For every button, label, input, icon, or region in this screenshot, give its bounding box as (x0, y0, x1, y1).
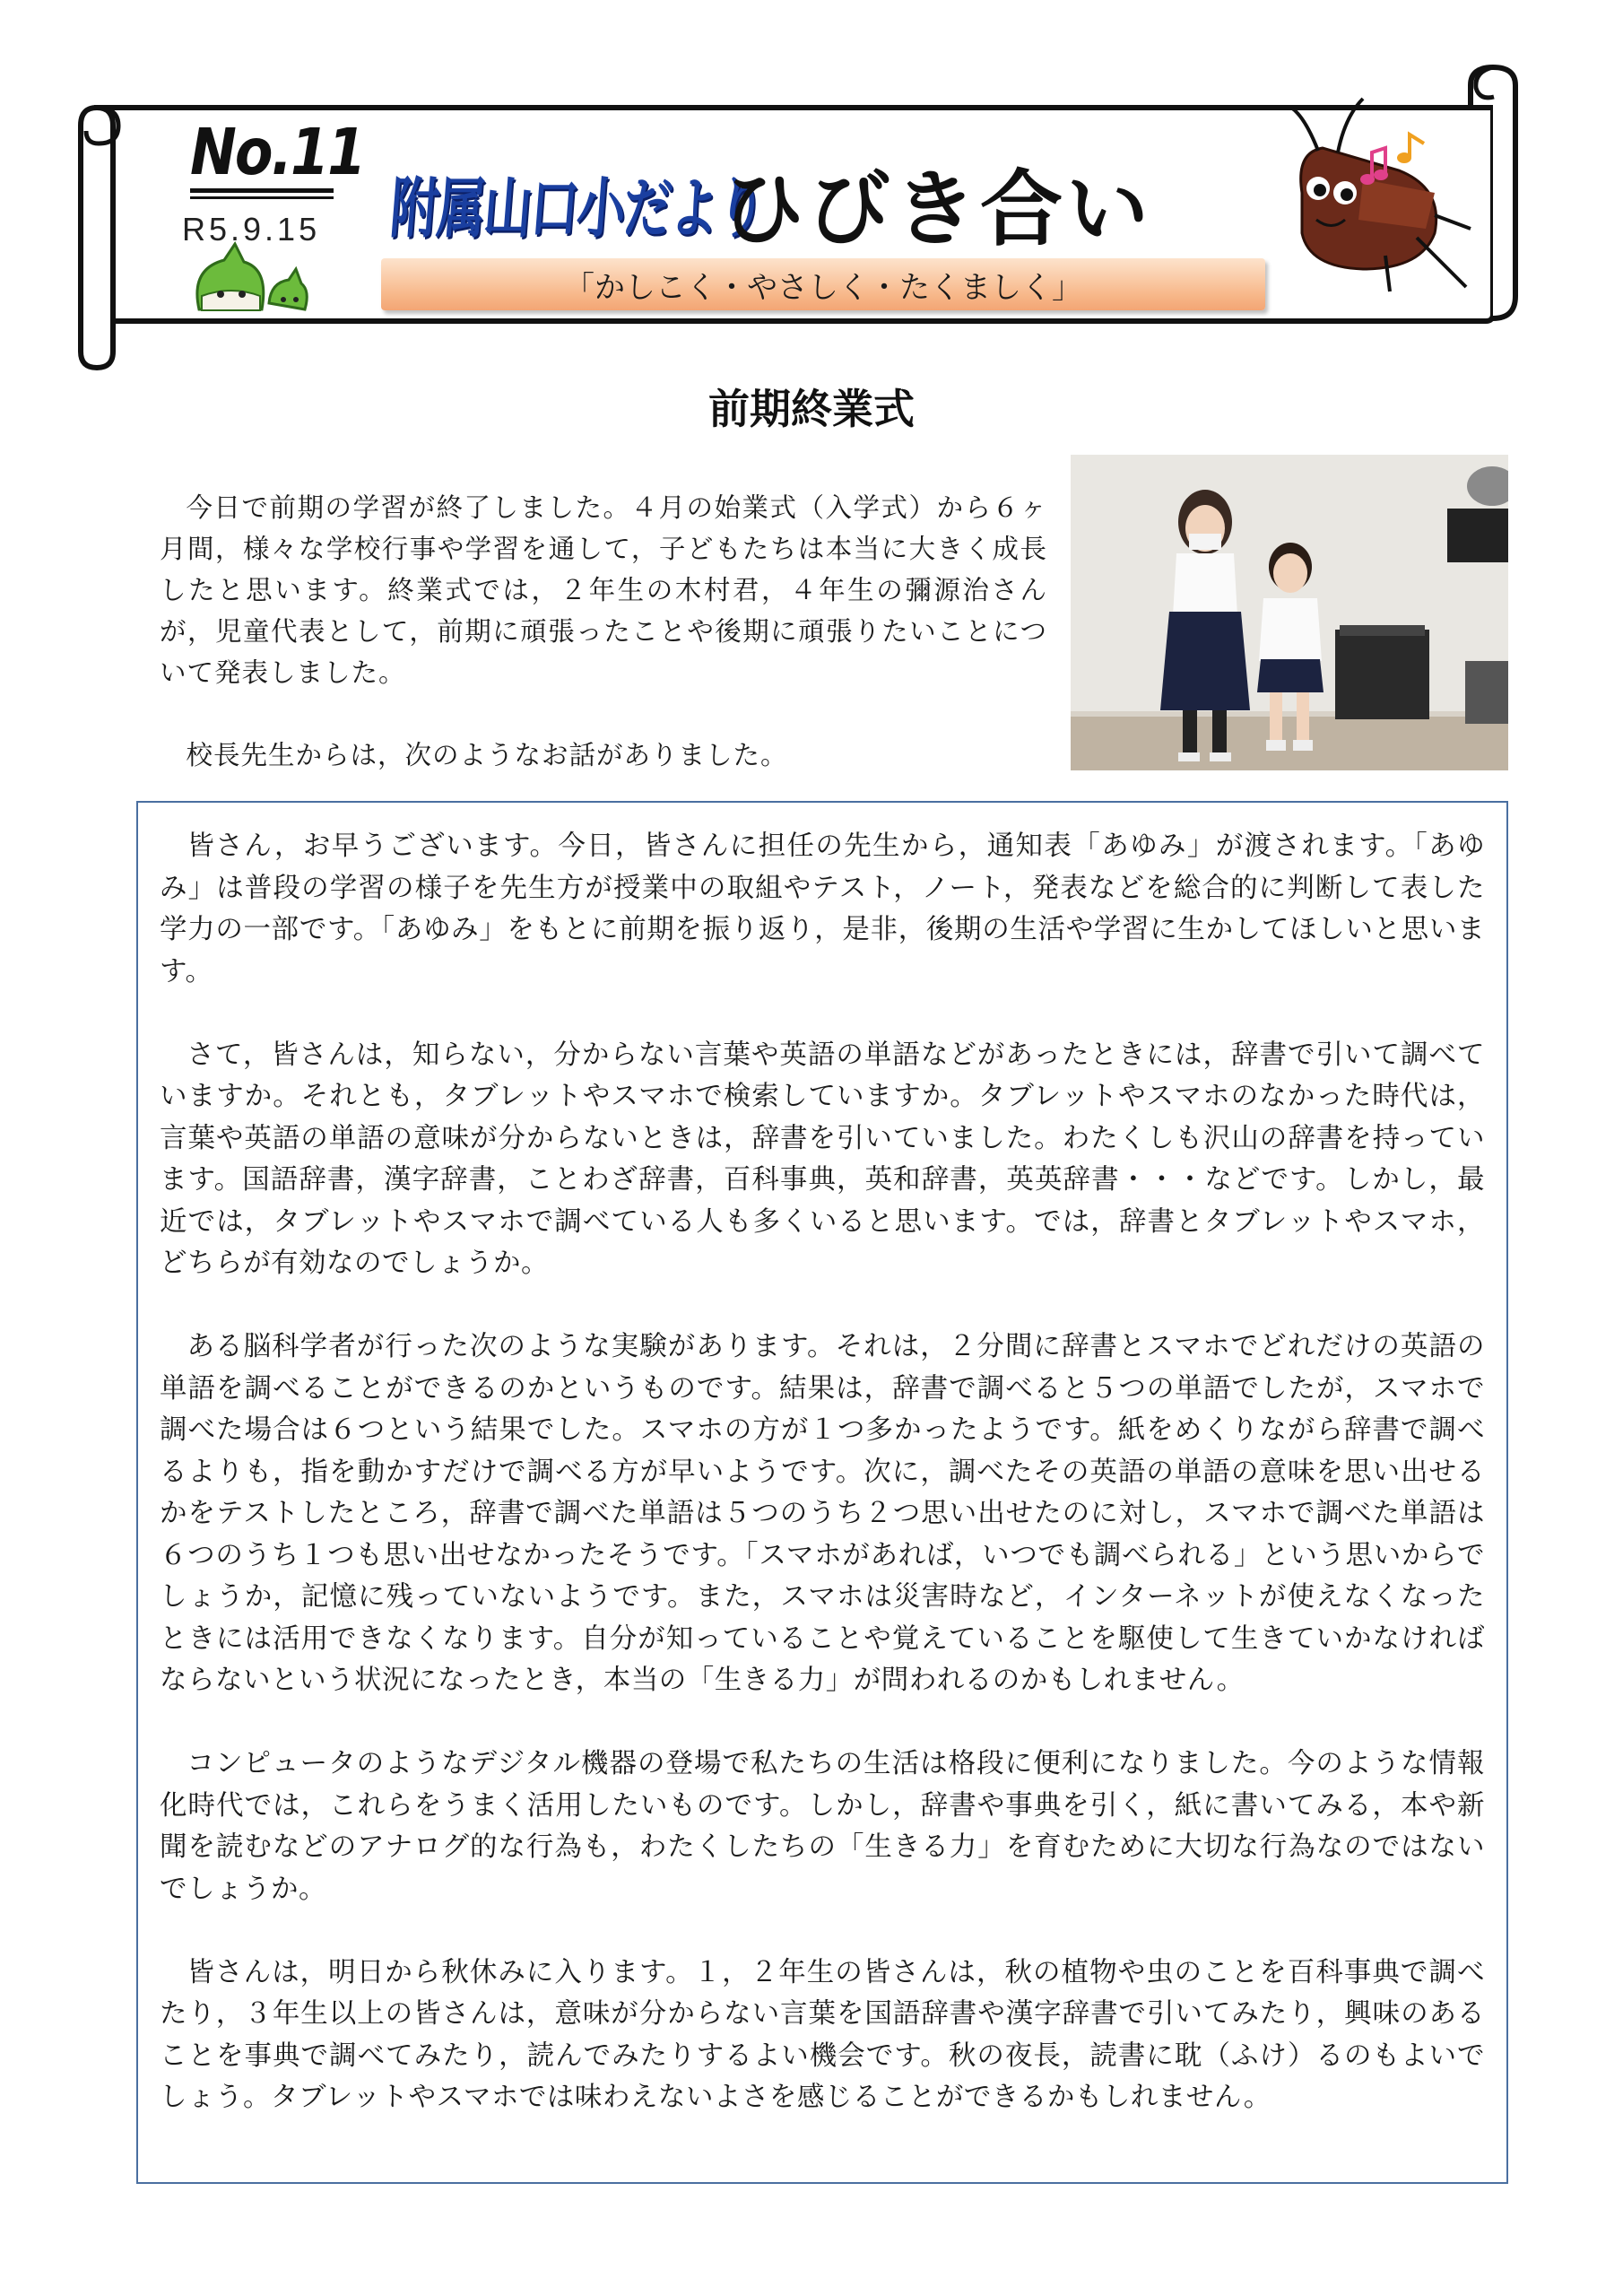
article-title: 前期終業式 (708, 385, 915, 433)
issue-date: R5.9.15 (182, 211, 321, 248)
speech-paragraph: 皆さんは，明日から秋休みに入ります。１，２年生の皆さんは，秋の植物や虫のことを百科事典で調べたり，３年生以上の皆さんは，意味が分からない言葉を国語辞書や漢字辞書で引いてみたり，興味のあることを事典で調べてみたり，読んでみたりするよい機会です。秋の夜長，読書に耽（ふけ）るのもよいでしょう。タブレットやスマホでは味わえないよさを感じることができるかもしれません。 (160, 1956, 1485, 2113)
speech-paragraph: さて，皆さんは，知らない，分からない言葉や英語の単語などがあったときには，辞書で引いて調べていますか。それとも，タブレットやスマホで検索していますか。タブレットやスマホのなかった時代は，言葉や英語の単語の意味が分からないときは，辞書を引いていました。わたくしも沢山の辞書を持っています。国語辞書，漢字辞書，ことわざ辞書，百科事典，英和辞書，英英辞書・・・などです。しかし，最近では，タブレットやスマホで調べている人も多くいると思います。では，辞書とタブレットやスマホ，どちらが有効なのでしょうか。 (160, 1039, 1485, 1279)
school-name: 附属山口小だより (387, 170, 767, 247)
intro-paragraph: 校長先生からは，次のようなお話がありました。 (186, 740, 788, 770)
school-motto: 「かしこく・やさしく・たくましく」 (381, 258, 1265, 310)
newsletter-title: ひびき合い (722, 161, 1153, 257)
speech-paragraph: コンピュータのようなデジタル機器の登場で私たちの生活は格段に便利になりました。今のような情報化時代では，これらをうまく活用したいものです。しかし，辞書や事典を引く，紙に書いてみる，本や新聞を読むなどのアナログ的な行為も，わたくしたちの「生きる力」を育むために大切な行為なのではないでしょうか。 (160, 1748, 1485, 1905)
principal-speech-box (136, 801, 1508, 2184)
intro-text (160, 487, 1047, 776)
issue-number: No.11 (190, 114, 365, 190)
ceremony-photo (1071, 455, 1508, 770)
speech-paragraph: ある脳科学者が行った次のような実験があります。それは，２分間に辞書とスマホでどれだけの英語の単語を調べることができるのかというものです。結果は，辞書で調べると５つの単語でしたが，スマホで調べた場合は６つという結果でした。スマホの方が１つ多かったようです。紙をめくりながら辞書で調べるよりも，指を動かすだけで調べる方が早いようです。次に，調べたその英語の単語の意味を思い出せるかをテストしたところ，辞書で調べた単語は５つのうち２つ思い出せたのに対し，スマホで調べた単語は６つのうち１つも思い出せなかったそうです。「スマホがあれば，いつでも調べられる」という思いからでしょうか，記憶に残っていないようです。また，スマホは災害時など，インターネットが使えなくなったときには活用できなくなります。自分が知っていることや覚えていることを駆使して生きていかなければならないという状況になったとき，本当の「生きる力」が問われるのかもしれません。 (160, 1331, 1485, 1696)
speech-paragraph: 皆さん，お早うございます。今日，皆さんに担任の先生から，通知表「あゆみ」が渡されます。「あゆみ」は普段の学習の様子を先生方が授業中の取組やテスト，ノート，発表などを総合的に判断して表した学力の一部です。「あゆみ」をもとに前期を振り返り，是非，後期の生活や学習に生かしてほしいと思います。 (160, 831, 1485, 987)
intro-paragraph: 今日で前期の学習が終了しました。４月の始業式（入学式）から６ヶ月間，様々な学校行事や学習を通して，子どもたちは本当に大きく成長したと思います。終業式では，２年生の木村君，４年生の彌源治さんが，児童代表として，前期に頑張ったことや後期に頑張りたいことについて発表しました。 (160, 492, 1047, 688)
